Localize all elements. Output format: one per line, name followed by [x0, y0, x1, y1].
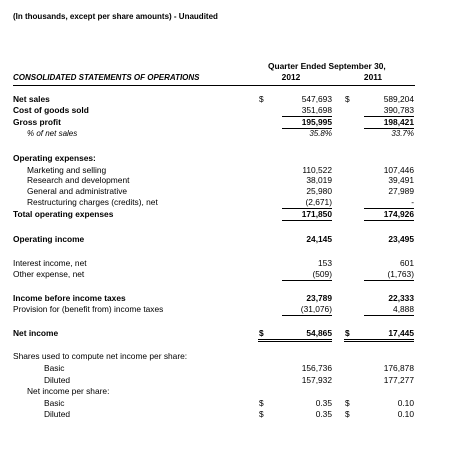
operating-income-2011: 23,495 — [388, 234, 414, 244]
interest-income-2011: 601 — [400, 258, 414, 268]
row-label-operating-income: Operating income — [13, 234, 85, 244]
shares-basic-2012: 156,736 — [301, 363, 332, 373]
shares-diluted-2011: 177,277 — [383, 375, 414, 385]
header-rule — [13, 85, 415, 86]
row-label-cogs: Cost of goods sold — [13, 105, 89, 115]
section-label-net-income-per-share: Net income per share: — [27, 386, 110, 396]
currency-2012: $ — [259, 409, 264, 419]
subtotal-rule — [282, 220, 332, 221]
gross-profit-2011: 198,421 — [383, 117, 414, 127]
period-header: Quarter Ended September 30, — [268, 61, 386, 71]
row-label-ga: General and administrative — [27, 186, 128, 196]
eps-diluted-2012: 0.35 — [315, 409, 332, 419]
row-label-eps-basic: Basic — [44, 398, 65, 408]
net-income-2011: 17,445 — [388, 328, 414, 338]
total-opex-2011: 174,926 — [383, 209, 414, 219]
marketing-2012: 110,522 — [302, 165, 332, 175]
marketing-2011: 107,446 — [383, 165, 414, 175]
row-label-income-before-taxes: Income before income taxes — [13, 293, 126, 303]
gross-margin-2011: 33.7% — [391, 129, 414, 138]
subtotal-rule — [282, 315, 332, 316]
subtotal-rule — [364, 280, 414, 281]
row-label-eps-diluted: Diluted — [44, 409, 71, 419]
ga-2012: 25,980 — [306, 186, 332, 196]
row-label-shares-diluted: Diluted — [44, 375, 71, 385]
section-label-operating-expenses: Operating expenses: — [13, 153, 96, 163]
currency-2011: $ — [345, 328, 350, 338]
subtotal-rule — [364, 315, 414, 316]
row-label-marketing: Marketing and selling — [27, 165, 107, 175]
subtotal-rule — [364, 220, 414, 221]
currency-2011: $ — [345, 94, 350, 104]
row-label-gross-profit: Gross profit — [13, 117, 61, 127]
eps-diluted-2011: 0.10 — [397, 409, 414, 419]
net-sales-2011: 589,204 — [383, 94, 414, 104]
cogs-2011: 390,783 — [383, 105, 414, 115]
currency-2011: $ — [345, 409, 350, 419]
cogs-2012: 351,698 — [301, 105, 332, 115]
eps-basic-2012: 0.35 — [315, 398, 332, 408]
row-label-total-opex: Total operating expenses — [13, 209, 114, 219]
unaudited-note: (In thousands, except per share amounts) - Unaudited — [13, 12, 218, 21]
other-expense-2012: (509) — [312, 269, 332, 279]
rnd-2011: 39,491 — [388, 175, 414, 185]
total-double-rule — [258, 339, 332, 342]
other-expense-2011: (1,763) — [387, 269, 414, 279]
year-2011-header: 2011 — [363, 72, 383, 82]
row-label-restructuring: Restructuring charges (credits), net — [27, 197, 158, 207]
currency-2011: $ — [345, 398, 350, 408]
restructuring-2011: - — [411, 197, 414, 207]
subtotal-rule — [282, 280, 332, 281]
shares-basic-2011: 176,878 — [383, 363, 414, 373]
gross-profit-2012: 195,995 — [301, 117, 332, 127]
statement-title: CONSOLIDATED STATEMENTS OF OPERATIONS — [13, 73, 200, 82]
income-before-taxes-2012: 23,789 — [306, 293, 332, 303]
year-2012-header: 2012 — [281, 72, 301, 82]
total-opex-2012: 171,850 — [301, 209, 332, 219]
row-label-shares-basic: Basic — [44, 363, 65, 373]
net-income-2012: 54,865 — [306, 328, 332, 338]
row-label-net-sales: Net sales — [13, 94, 50, 104]
net-sales-2012: 547,693 — [301, 94, 332, 104]
row-label-other-expense: Other expense, net — [13, 269, 85, 279]
provision-2012: (31,076) — [300, 304, 332, 314]
currency-2012: $ — [259, 328, 264, 338]
gross-margin-2012: 35.8% — [309, 129, 332, 138]
section-label-shares: Shares used to compute net income per share: — [13, 351, 188, 361]
income-before-taxes-2011: 22,333 — [388, 293, 414, 303]
row-label-provision: Provision for (benefit from) income taxes — [13, 304, 164, 314]
total-double-rule — [344, 339, 414, 342]
eps-basic-2011: 0.10 — [397, 398, 414, 408]
row-label-rnd: Research and development — [27, 175, 130, 185]
shares-diluted-2012: 157,932 — [301, 375, 332, 385]
currency-2012: $ — [259, 398, 264, 408]
row-label-gross-margin: % of net sales — [27, 129, 78, 138]
operating-income-2012: 24,145 — [306, 234, 332, 244]
interest-income-2012: 153 — [318, 258, 332, 268]
currency-2012: $ — [259, 94, 264, 104]
row-label-net-income: Net income — [13, 328, 59, 338]
row-label-interest-income: Interest income, net — [13, 258, 87, 268]
provision-2011: 4,888 — [393, 304, 414, 314]
rnd-2012: 38,019 — [306, 175, 332, 185]
restructuring-2012: (2,671) — [305, 197, 332, 207]
ga-2011: 27,989 — [388, 186, 414, 196]
